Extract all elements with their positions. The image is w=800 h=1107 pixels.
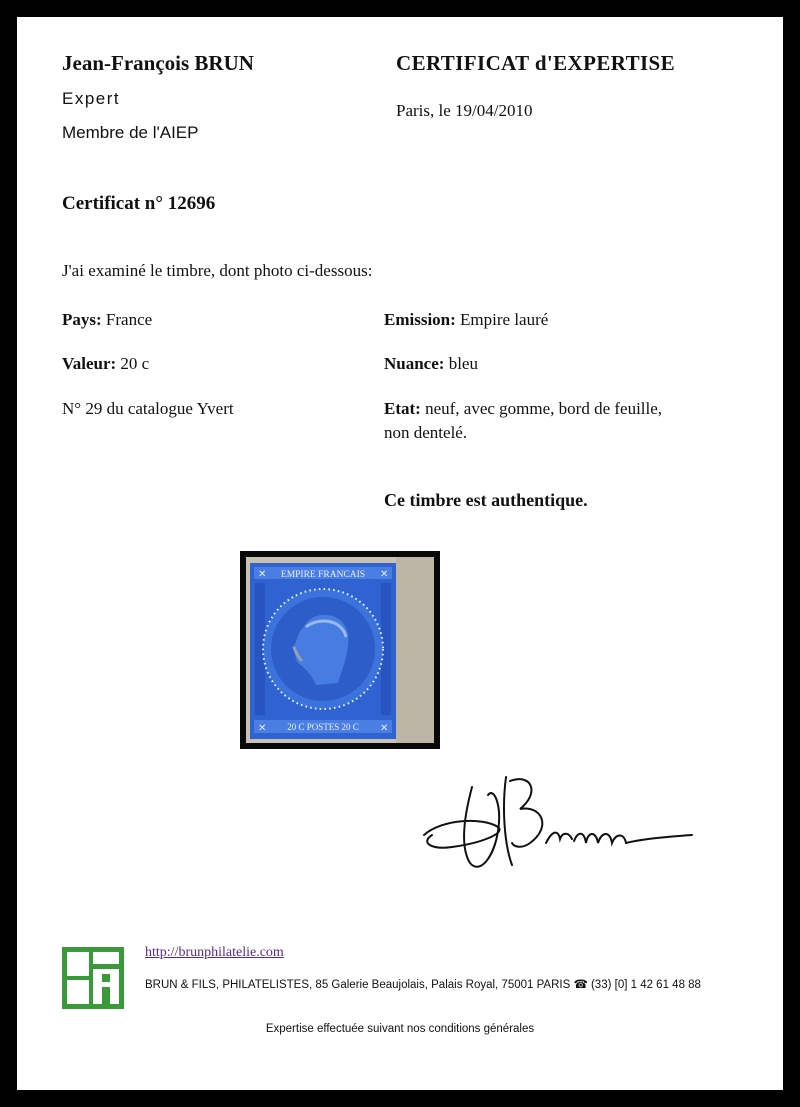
stamp-top-text: EMPIRE FRANCAIS bbox=[280, 570, 366, 580]
expert-title: Expert bbox=[62, 89, 121, 108]
certificate-number bbox=[62, 193, 215, 215]
authenticity-verdict: Ce timbre est authentique. bbox=[384, 490, 588, 510]
signature bbox=[402, 747, 702, 887]
field-valeur-value: 20 c bbox=[120, 354, 150, 373]
field-etat bbox=[384, 399, 662, 419]
expert-membership: Membre de l'AIEP bbox=[62, 123, 199, 142]
field-valeur-label: Valeur: bbox=[62, 354, 117, 373]
field-emission-value: Empire lauré bbox=[460, 310, 549, 329]
company-address: BRUN & FILS, PHILATELISTES, 85 Galerie Beaujolais, Palais Royal, 75001 PARIS ☎ (33) [0] 1 42 61 48 88 bbox=[145, 979, 701, 991]
brun-logo-icon bbox=[62, 947, 124, 1009]
field-nuance-value: bleu bbox=[448, 354, 478, 373]
field-etat-label: Etat: bbox=[384, 399, 421, 418]
stamp-photo bbox=[240, 551, 440, 749]
field-nuance bbox=[384, 354, 478, 374]
svg-text:✕: ✕ bbox=[258, 723, 267, 734]
certificate-heading: CERTIFICAT d'EXPERTISE bbox=[396, 51, 676, 75]
expert-name: Jean-François BRUN bbox=[62, 51, 254, 75]
field-etat-value: neuf, avec gomme, bord de feuille, bbox=[425, 399, 663, 418]
field-pays bbox=[62, 310, 152, 330]
field-pays-value: France bbox=[105, 310, 153, 329]
field-pays-label: Pays: bbox=[62, 310, 102, 329]
field-catalogue: N° 29 du catalogue Yvert bbox=[62, 399, 234, 418]
stamp-image bbox=[246, 557, 434, 743]
certificate-date: Paris, le 19/04/2010 bbox=[396, 101, 533, 120]
field-valeur bbox=[62, 354, 149, 374]
field-nuance-label: Nuance: bbox=[384, 354, 445, 373]
certificate-sheet bbox=[17, 17, 783, 1090]
field-emission bbox=[384, 310, 548, 330]
field-etat-continued: non dentelé. bbox=[384, 423, 468, 442]
svg-text:✕: ✕ bbox=[380, 723, 389, 734]
website-link[interactable]: http://brunphilatelie.com bbox=[145, 945, 284, 960]
field-emission-label: Emission: bbox=[384, 310, 456, 329]
svg-text:✕: ✕ bbox=[258, 569, 267, 580]
conditions-note: Expertise effectuée suivant nos conditions générales bbox=[265, 1023, 535, 1035]
certificate-intro: J'ai examiné le timbre, dont photo ci-dessous: bbox=[62, 261, 373, 280]
certificate-number-label: Certificat n° bbox=[62, 193, 163, 214]
certificate-number-value: 12696 bbox=[167, 193, 216, 214]
stamp-bottom-text: 20 C POSTES 20 C bbox=[287, 722, 359, 732]
svg-text:✕: ✕ bbox=[380, 569, 389, 580]
